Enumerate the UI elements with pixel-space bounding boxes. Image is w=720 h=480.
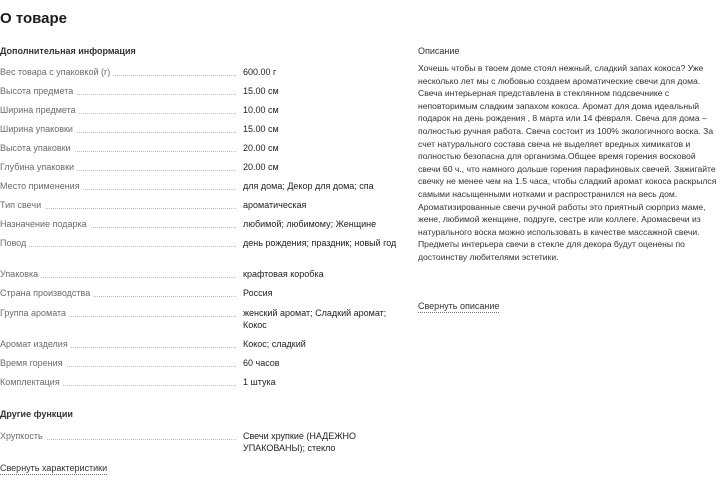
spec-label <box>0 104 235 116</box>
description-text: Хочешь чтобы в твоем доме стоял нежный, сладкий запах кокоса? Уже несколько лет мы с любовью создаем ароматические свечи для дома. Свеча интерьерная представлена в стеклянном подсвечнике с неповторимым сладким запахом кокоса. Аромат для дома идеальный подарок на день рождения , 8 марта или 14 февраля. Свеча для дома – полностью ручная работа. Свеча состоит из 100% экологичного воска. За счет натурального состава свеча не выделяет вредных химикатов и полностью безопасна для организма.Общее время горения восковой свечи 60 ч., что намного дольше горения парафиновых свечей. Зажигайте свечку не менее чем на 1.5 часа, чтобы сладкий аромат кокоса раскрылся самыми насыщенными нотками и распространился на весь дом. Ароматизированные свечи ручной работы это приятный сюрприз маме, жене, любимой женщине, подруге, сестре или коллеге. Аромасвечи из натурального воска можно использовать в качестве массажной свечи. Предметы интерьера свечи в стекле для декора будут оценены по достоинству любителями эстетики. <box>418 63 717 262</box>
spec-value: любимой; любимому; Женщине <box>243 219 377 229</box>
spec-label-text: Повод <box>0 238 29 248</box>
spec-row <box>0 376 400 400</box>
spec-label-text: Время горения <box>0 358 66 368</box>
spec-row <box>0 430 400 454</box>
spec-row <box>0 307 400 331</box>
spec-label <box>0 180 235 192</box>
page-title: О товаре <box>0 10 68 27</box>
spec-label <box>0 287 235 299</box>
collapse-specs-link[interactable]: Свернуть характеристики <box>0 463 108 473</box>
spec-label-text: Группа аромата <box>0 308 69 318</box>
spec-label <box>0 237 235 249</box>
spec-label-text: Тип свечи <box>0 200 44 210</box>
spec-row <box>0 237 400 261</box>
spec-label-text: Высота предмета <box>0 86 76 96</box>
description-title: Описание <box>418 46 460 56</box>
spec-label-text: Упаковка <box>0 269 41 279</box>
spec-value: для дома; Декор для дома; спа <box>243 181 374 191</box>
spec-label <box>0 142 235 154</box>
spec-label <box>0 357 235 369</box>
spec-label-text: Место применения <box>0 181 83 191</box>
spec-value: ароматическая <box>243 200 307 210</box>
spec-label <box>0 85 235 97</box>
spec-label-text: Страна производства <box>0 288 93 298</box>
spec-label-text: Высота упаковки <box>0 143 74 153</box>
spec-label <box>0 199 235 211</box>
spec-value: Кокос; сладкий <box>243 339 306 349</box>
spec-label <box>0 268 235 280</box>
spec-label <box>0 307 235 319</box>
spec-value: 10.00 см <box>243 105 279 115</box>
spec-label-text: Аромат изделия <box>0 339 71 349</box>
spec-value: женский аромат; Сладкий аромат; Кокос <box>243 308 387 330</box>
spec-label <box>0 376 235 388</box>
spec-label <box>0 218 235 230</box>
spec-label-text: Вес товара с упаковкой (г) <box>0 67 113 77</box>
spec-label <box>0 430 235 442</box>
other-functions-title: Другие функции <box>0 409 73 419</box>
spec-value: 15.00 см <box>243 124 279 134</box>
spec-value: 600.00 г <box>243 67 277 77</box>
spec-label-text: Комплектация <box>0 377 63 387</box>
spec-value: Свечи хрупкие (НАДЕЖНО УПАКОВАНЫ); стекло <box>243 431 357 453</box>
spec-value: 15.00 см <box>243 86 279 96</box>
spec-label-text: Ширина упаковки <box>0 124 76 134</box>
spec-value: 20.00 см <box>243 143 279 153</box>
spec-label-text: Назначение подарка <box>0 219 90 229</box>
spec-value: день рождения; праздник; новый год <box>243 238 397 248</box>
spec-value: крафтовая коробка <box>243 269 324 279</box>
spec-value: 20.00 см <box>243 162 279 172</box>
spec-label <box>0 338 235 350</box>
additional-info-title: Дополнительная информация <box>0 46 136 56</box>
spec-label-text: Ширина предмета <box>0 105 79 115</box>
spec-value: 1 штука <box>243 377 276 387</box>
spec-label-text: Глубина упаковки <box>0 162 77 172</box>
spec-label <box>0 123 235 135</box>
spec-label <box>0 161 235 173</box>
collapse-description-link[interactable]: Свернуть описание <box>418 301 500 311</box>
spec-value: 60 часов <box>243 358 280 368</box>
spec-label <box>0 66 235 78</box>
spec-label-text: Хрупкость <box>0 431 46 441</box>
spec-value: Россия <box>243 288 273 298</box>
